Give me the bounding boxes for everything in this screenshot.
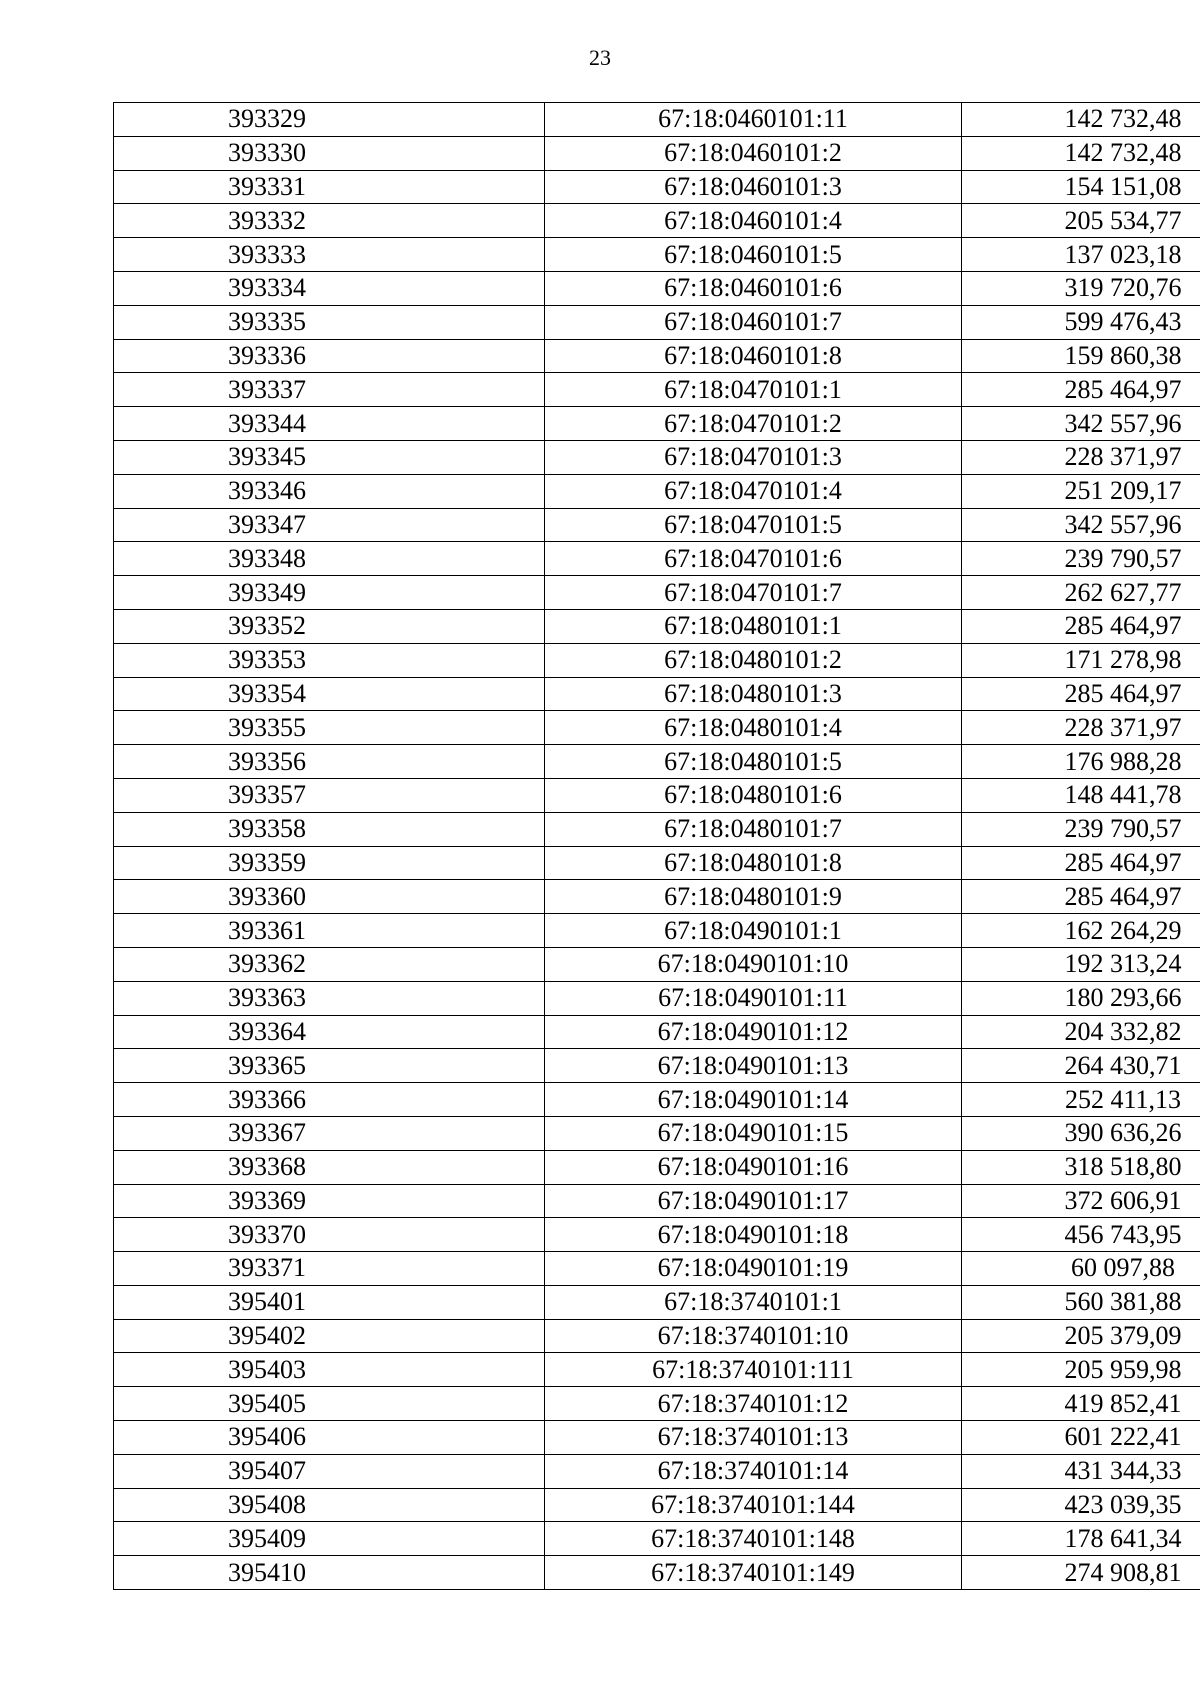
value-cell: 180 293,66 xyxy=(962,981,1200,1015)
cadastral-number-cell: 67:18:0490101:16 xyxy=(545,1150,962,1184)
value-cell: 264 430,71 xyxy=(962,1049,1200,1083)
code-cell: 393347 xyxy=(114,508,545,542)
value-cell: 205 534,77 xyxy=(962,204,1200,238)
table-row xyxy=(114,204,1200,238)
value-cell: 419 852,41 xyxy=(962,1387,1200,1421)
code-cell: 395408 xyxy=(114,1488,545,1522)
table-row xyxy=(114,1049,1200,1083)
code-cell: 395401 xyxy=(114,1285,545,1319)
table-row xyxy=(114,914,1200,948)
value-cell: 456 743,95 xyxy=(962,1218,1200,1252)
value-cell: 601 222,41 xyxy=(962,1421,1200,1455)
code-cell: 393367 xyxy=(114,1116,545,1150)
code-cell: 393357 xyxy=(114,778,545,812)
table-row xyxy=(114,305,1200,339)
value-cell: 239 790,57 xyxy=(962,812,1200,846)
table-row xyxy=(114,1556,1200,1590)
cadastral-number-cell: 67:18:0470101:4 xyxy=(545,474,962,508)
value-cell: 252 411,13 xyxy=(962,1083,1200,1117)
cadastral-number-cell: 67:18:0490101:14 xyxy=(545,1083,962,1117)
cadastral-number-cell: 67:18:3740101:10 xyxy=(545,1319,962,1353)
cadastral-number-cell: 67:18:0490101:12 xyxy=(545,1015,962,1049)
cadastral-number-cell: 67:18:3740101:148 xyxy=(545,1522,962,1556)
cadastral-number-cell: 67:18:0480101:8 xyxy=(545,846,962,880)
value-cell: 423 039,35 xyxy=(962,1488,1200,1522)
value-cell: 285 464,97 xyxy=(962,880,1200,914)
table-row xyxy=(114,609,1200,643)
code-cell: 393330 xyxy=(114,136,545,170)
value-cell: 560 381,88 xyxy=(962,1285,1200,1319)
code-cell: 393344 xyxy=(114,407,545,441)
code-cell: 393336 xyxy=(114,339,545,373)
table-row xyxy=(114,1252,1200,1286)
code-cell: 393363 xyxy=(114,981,545,1015)
data-table xyxy=(113,102,1200,1590)
cadastral-number-cell: 67:18:0490101:17 xyxy=(545,1184,962,1218)
code-cell: 393352 xyxy=(114,609,545,643)
table-row xyxy=(114,508,1200,542)
code-cell: 393368 xyxy=(114,1150,545,1184)
code-cell: 395407 xyxy=(114,1454,545,1488)
cadastral-number-cell: 67:18:0480101:4 xyxy=(545,711,962,745)
cadastral-number-cell: 67:18:0470101:7 xyxy=(545,576,962,610)
value-cell: 142 732,48 xyxy=(962,103,1200,137)
value-cell: 285 464,97 xyxy=(962,677,1200,711)
table-row xyxy=(114,1522,1200,1556)
table-row xyxy=(114,1488,1200,1522)
table-row xyxy=(114,846,1200,880)
cadastral-number-cell: 67:18:0480101:2 xyxy=(545,643,962,677)
table-row xyxy=(114,1421,1200,1455)
table-row xyxy=(114,373,1200,407)
value-cell: 285 464,97 xyxy=(962,373,1200,407)
code-cell: 393331 xyxy=(114,170,545,204)
code-cell: 393348 xyxy=(114,542,545,576)
cadastral-number-cell: 67:18:3740101:13 xyxy=(545,1421,962,1455)
code-cell: 395410 xyxy=(114,1556,545,1590)
cadastral-number-cell: 67:18:0470101:3 xyxy=(545,440,962,474)
cadastral-number-cell: 67:18:3740101:111 xyxy=(545,1353,962,1387)
table-row xyxy=(114,1319,1200,1353)
cadastral-number-cell: 67:18:0460101:5 xyxy=(545,238,962,272)
table-row xyxy=(114,1454,1200,1488)
cadastral-number-cell: 67:18:0470101:6 xyxy=(545,542,962,576)
value-cell: 159 860,38 xyxy=(962,339,1200,373)
table-row xyxy=(114,1184,1200,1218)
code-cell: 393362 xyxy=(114,947,545,981)
table-row xyxy=(114,711,1200,745)
value-cell: 285 464,97 xyxy=(962,609,1200,643)
code-cell: 393346 xyxy=(114,474,545,508)
code-cell: 393360 xyxy=(114,880,545,914)
table-row xyxy=(114,440,1200,474)
table-row xyxy=(114,643,1200,677)
cadastral-number-cell: 67:18:0460101:2 xyxy=(545,136,962,170)
code-cell: 393369 xyxy=(114,1184,545,1218)
cadastral-number-cell: 67:18:0490101:1 xyxy=(545,914,962,948)
value-cell: 142 732,48 xyxy=(962,136,1200,170)
value-cell: 228 371,97 xyxy=(962,440,1200,474)
code-cell: 393365 xyxy=(114,1049,545,1083)
cadastral-number-cell: 67:18:0490101:10 xyxy=(545,947,962,981)
code-cell: 393366 xyxy=(114,1083,545,1117)
value-cell: 318 518,80 xyxy=(962,1150,1200,1184)
table-row xyxy=(114,1218,1200,1252)
table-row xyxy=(114,812,1200,846)
table-row xyxy=(114,1015,1200,1049)
value-cell: 274 908,81 xyxy=(962,1556,1200,1590)
value-cell: 342 557,96 xyxy=(962,508,1200,542)
cadastral-number-cell: 67:18:0470101:2 xyxy=(545,407,962,441)
code-cell: 393337 xyxy=(114,373,545,407)
code-cell: 395403 xyxy=(114,1353,545,1387)
code-cell: 393329 xyxy=(114,103,545,137)
code-cell: 393333 xyxy=(114,238,545,272)
cadastral-number-cell: 67:18:0480101:3 xyxy=(545,677,962,711)
table-row xyxy=(114,103,1200,137)
value-cell: 205 379,09 xyxy=(962,1319,1200,1353)
code-cell: 395409 xyxy=(114,1522,545,1556)
value-cell: 60 097,88 xyxy=(962,1252,1200,1286)
table-row xyxy=(114,576,1200,610)
value-cell: 319 720,76 xyxy=(962,271,1200,305)
value-cell: 137 023,18 xyxy=(962,238,1200,272)
cadastral-number-cell: 67:18:0480101:7 xyxy=(545,812,962,846)
value-cell: 228 371,97 xyxy=(962,711,1200,745)
code-cell: 395406 xyxy=(114,1421,545,1455)
cadastral-number-cell: 67:18:3740101:144 xyxy=(545,1488,962,1522)
value-cell: 204 332,82 xyxy=(962,1015,1200,1049)
table-row xyxy=(114,474,1200,508)
cadastral-number-cell: 67:18:0480101:6 xyxy=(545,778,962,812)
value-cell: 599 476,43 xyxy=(962,305,1200,339)
value-cell: 171 278,98 xyxy=(962,643,1200,677)
value-cell: 431 344,33 xyxy=(962,1454,1200,1488)
value-cell: 178 641,34 xyxy=(962,1522,1200,1556)
code-cell: 395402 xyxy=(114,1319,545,1353)
table-row xyxy=(114,677,1200,711)
table-row xyxy=(114,542,1200,576)
table-row xyxy=(114,407,1200,441)
table-row xyxy=(114,1083,1200,1117)
code-cell: 393355 xyxy=(114,711,545,745)
value-cell: 192 313,24 xyxy=(962,947,1200,981)
cadastral-number-cell: 67:18:0460101:7 xyxy=(545,305,962,339)
cadastral-number-cell: 67:18:0460101:11 xyxy=(545,103,962,137)
cadastral-number-cell: 67:18:3740101:14 xyxy=(545,1454,962,1488)
value-cell: 239 790,57 xyxy=(962,542,1200,576)
value-cell: 262 627,77 xyxy=(962,576,1200,610)
cadastral-number-cell: 67:18:0490101:18 xyxy=(545,1218,962,1252)
table-row xyxy=(114,947,1200,981)
code-cell: 393334 xyxy=(114,271,545,305)
code-cell: 393371 xyxy=(114,1252,545,1286)
cadastral-number-cell: 67:18:0470101:5 xyxy=(545,508,962,542)
value-cell: 285 464,97 xyxy=(962,846,1200,880)
code-cell: 393359 xyxy=(114,846,545,880)
table-row xyxy=(114,238,1200,272)
value-cell: 162 264,29 xyxy=(962,914,1200,948)
table-row xyxy=(114,778,1200,812)
code-cell: 393332 xyxy=(114,204,545,238)
code-cell: 393353 xyxy=(114,643,545,677)
value-cell: 372 606,91 xyxy=(962,1184,1200,1218)
cadastral-number-cell: 67:18:0460101:6 xyxy=(545,271,962,305)
cadastral-number-cell: 67:18:0490101:11 xyxy=(545,981,962,1015)
code-cell: 393364 xyxy=(114,1015,545,1049)
value-cell: 390 636,26 xyxy=(962,1116,1200,1150)
cadastral-number-cell: 67:18:3740101:149 xyxy=(545,1556,962,1590)
table-row xyxy=(114,1353,1200,1387)
value-cell: 251 209,17 xyxy=(962,474,1200,508)
table-row xyxy=(114,1150,1200,1184)
page-number: 23 xyxy=(589,45,611,70)
cadastral-number-cell: 67:18:0460101:4 xyxy=(545,204,962,238)
cadastral-number-cell: 67:18:3740101:12 xyxy=(545,1387,962,1421)
cadastral-number-cell: 67:18:0460101:8 xyxy=(545,339,962,373)
table-row xyxy=(114,170,1200,204)
cadastral-number-cell: 67:18:3740101:1 xyxy=(545,1285,962,1319)
table-row xyxy=(114,880,1200,914)
cadastral-number-cell: 67:18:0460101:3 xyxy=(545,170,962,204)
code-cell: 393335 xyxy=(114,305,545,339)
code-cell: 393358 xyxy=(114,812,545,846)
cadastral-number-cell: 67:18:0490101:15 xyxy=(545,1116,962,1150)
value-cell: 154 151,08 xyxy=(962,170,1200,204)
cadastral-number-cell: 67:18:0490101:13 xyxy=(545,1049,962,1083)
code-cell: 393354 xyxy=(114,677,545,711)
table-row xyxy=(114,745,1200,779)
cadastral-number-cell: 67:18:0470101:1 xyxy=(545,373,962,407)
table-row xyxy=(114,1116,1200,1150)
cadastral-number-cell: 67:18:0480101:5 xyxy=(545,745,962,779)
code-cell: 393345 xyxy=(114,440,545,474)
cadastral-number-cell: 67:18:0480101:1 xyxy=(545,609,962,643)
value-cell: 148 441,78 xyxy=(962,778,1200,812)
code-cell: 393370 xyxy=(114,1218,545,1252)
code-cell: 393349 xyxy=(114,576,545,610)
table-row xyxy=(114,339,1200,373)
cadastral-number-cell: 67:18:0490101:19 xyxy=(545,1252,962,1286)
code-cell: 395405 xyxy=(114,1387,545,1421)
table-row xyxy=(114,981,1200,1015)
table-row xyxy=(114,1285,1200,1319)
value-cell: 342 557,96 xyxy=(962,407,1200,441)
cadastral-number-cell: 67:18:0480101:9 xyxy=(545,880,962,914)
value-cell: 176 988,28 xyxy=(962,745,1200,779)
table-row xyxy=(114,1387,1200,1421)
value-cell: 205 959,98 xyxy=(962,1353,1200,1387)
code-cell: 393361 xyxy=(114,914,545,948)
table-row xyxy=(114,271,1200,305)
table-body xyxy=(114,103,1200,1590)
table-row xyxy=(114,136,1200,170)
code-cell: 393356 xyxy=(114,745,545,779)
